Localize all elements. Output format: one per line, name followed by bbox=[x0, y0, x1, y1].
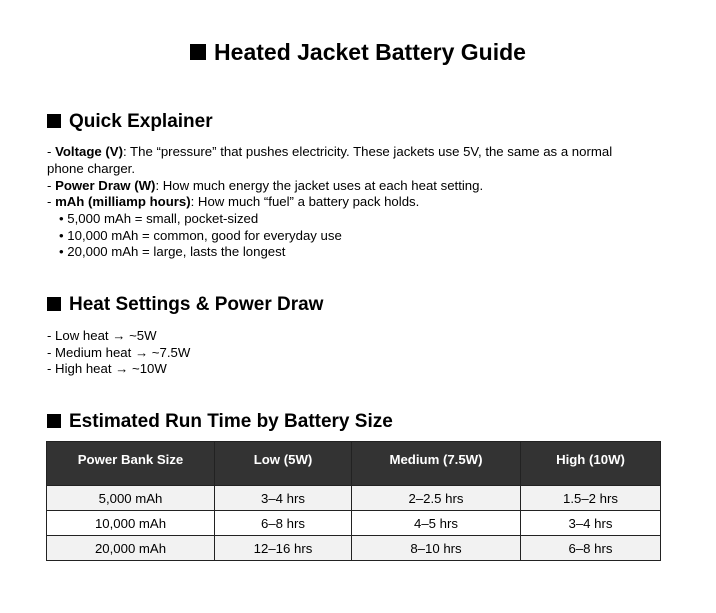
list-item: - Medium heat → ~7.5W bbox=[47, 345, 191, 360]
table-cell: 10,000 mAh bbox=[47, 511, 215, 536]
square-bullet-icon bbox=[190, 44, 206, 60]
list-item: • 20,000 mAh = large, lasts the longest bbox=[59, 244, 286, 259]
table-cell: 12–16 hrs bbox=[215, 536, 352, 561]
section-heading-runtime bbox=[47, 410, 393, 434]
page-title bbox=[0, 37, 716, 67]
table-cell: 4–5 hrs bbox=[352, 511, 521, 536]
section-heading-heat bbox=[47, 293, 323, 317]
table-cell: 3–4 hrs bbox=[521, 511, 661, 536]
bullet-text: 10,000 mAh = common, good for everyday use bbox=[67, 228, 342, 243]
bullet-text: 5,000 mAh = small, pocket-sized bbox=[67, 211, 259, 226]
table-header-row bbox=[47, 442, 661, 486]
table-cell: 2–2.5 hrs bbox=[352, 486, 521, 511]
bullet-text: 20,000 mAh = large, lasts the longest bbox=[67, 244, 286, 259]
list-item: • 5,000 mAh = small, pocket-sized bbox=[59, 211, 259, 226]
mah-term: mAh (milliamp hours) bbox=[55, 194, 191, 209]
section-heading-text: Heat Settings & Power Draw bbox=[69, 294, 324, 315]
table-row bbox=[47, 511, 661, 536]
column-header: Power Bank Size bbox=[47, 442, 215, 486]
column-header: Low (5W) bbox=[215, 442, 352, 486]
table-cell: 1.5–2 hrs bbox=[521, 486, 661, 511]
column-header: Medium (7.5W) bbox=[352, 442, 521, 486]
explainer-voltage-line: - Voltage (V): The “pressure” that pushes electricity. These jackets use 5V, the same as a normal bbox=[47, 144, 613, 159]
section-heading-text: Quick Explainer bbox=[69, 111, 213, 132]
list-item: • 10,000 mAh = common, good for everyday use bbox=[59, 228, 342, 243]
explainer-voltage-line-continued bbox=[47, 160, 135, 177]
square-bullet-icon bbox=[47, 114, 61, 128]
power-draw-text: : How much energy the jacket uses at each heat setting. bbox=[155, 178, 484, 193]
square-bullet-icon bbox=[47, 297, 61, 311]
voltage-term: Voltage (V) bbox=[55, 144, 123, 159]
table-row bbox=[47, 536, 661, 561]
table-cell: 6–8 hrs bbox=[215, 511, 352, 536]
explainer-mah-line: - mAh (milliamp hours): How much “fuel” a battery pack holds. bbox=[47, 194, 420, 209]
table-row bbox=[47, 486, 661, 511]
voltage-text-continued: phone charger. bbox=[47, 161, 135, 176]
square-bullet-icon bbox=[47, 414, 61, 428]
run-time-table bbox=[46, 441, 661, 561]
page-title-text: Heated Jacket Battery Guide bbox=[214, 39, 526, 65]
voltage-text: : The “pressure” that pushes electricity. These jackets use 5V, the same as a normal bbox=[122, 144, 613, 159]
explainer-power-draw-line: - Power Draw (W): How much energy the jacket uses at each heat setting. bbox=[47, 178, 484, 193]
list-item: - Low heat → ~5W bbox=[47, 328, 157, 343]
mah-text: : How much “fuel” a battery pack holds. bbox=[190, 194, 420, 209]
table-cell: 5,000 mAh bbox=[47, 486, 215, 511]
table-cell: 8–10 hrs bbox=[352, 536, 521, 561]
list-item: - High heat → ~10W bbox=[47, 361, 167, 376]
section-heading-text: Estimated Run Time by Battery Size bbox=[69, 411, 393, 432]
section-heading-explainer bbox=[47, 110, 213, 134]
table-cell: 3–4 hrs bbox=[215, 486, 352, 511]
column-header: High (10W) bbox=[521, 442, 661, 486]
table-cell: 20,000 mAh bbox=[47, 536, 215, 561]
power-draw-term: Power Draw (W) bbox=[55, 178, 156, 193]
table-cell: 6–8 hrs bbox=[521, 536, 661, 561]
